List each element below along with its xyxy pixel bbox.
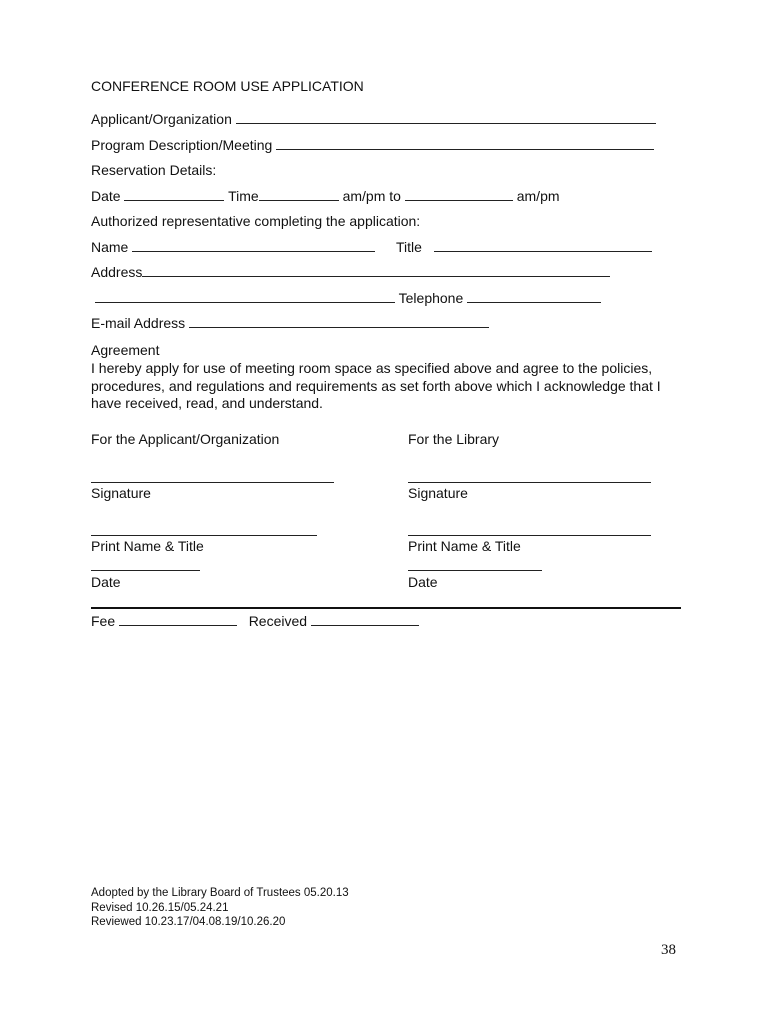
applicant-print-name-field[interactable] xyxy=(91,523,317,536)
library-print-name-label: Print Name & Title xyxy=(408,538,521,554)
received-label: Received xyxy=(248,613,308,629)
applicant-signature-heading: For the Applicant/Organization xyxy=(91,431,280,447)
program-row xyxy=(91,137,654,154)
library-date-label: Date xyxy=(408,574,438,590)
ampm-label: am/pm xyxy=(516,188,560,204)
applicant-signature-field[interactable] xyxy=(91,470,334,483)
page-number: 38 xyxy=(661,942,676,958)
agreement-text: I hereby apply for use of meeting room space as specified above and agree to the policies, procedures, and regulations and requirements as set forth above which I acknowledge that I have received, read, and understand. xyxy=(91,360,661,411)
email-field[interactable] xyxy=(189,315,489,328)
library-signature-field[interactable] xyxy=(408,470,651,483)
date-label: Date xyxy=(91,188,121,204)
fee-label: Fee xyxy=(91,613,116,629)
reservation-label: Reservation Details: xyxy=(91,162,217,178)
address-line2-field[interactable] xyxy=(95,290,395,303)
date-field[interactable] xyxy=(124,188,224,201)
applicant-date-field[interactable] xyxy=(91,558,200,571)
applicant-label: Applicant/Organization xyxy=(91,111,232,127)
applicant-row xyxy=(91,111,656,128)
library-signature-label: Signature xyxy=(408,485,468,501)
telephone-field[interactable] xyxy=(467,290,601,303)
applicant-signature-label: Signature xyxy=(91,485,151,501)
fee-row xyxy=(91,613,419,630)
title-label: Title xyxy=(396,239,422,255)
applicant-date-label: Date xyxy=(91,574,121,590)
name-field[interactable] xyxy=(132,239,375,252)
date-time-row xyxy=(91,188,560,205)
telephone-label: Telephone xyxy=(398,290,464,306)
applicant-field[interactable] xyxy=(236,111,656,124)
library-signature-heading: For the Library xyxy=(408,431,500,447)
end-time-field[interactable] xyxy=(405,188,513,201)
name-row xyxy=(91,239,375,256)
received-field[interactable] xyxy=(311,613,419,626)
applicant-date-row xyxy=(91,558,200,575)
fee-field[interactable] xyxy=(119,613,237,626)
section-divider xyxy=(91,607,681,609)
agreement-heading: Agreement xyxy=(91,342,160,358)
address-field[interactable] xyxy=(142,264,610,277)
title-field[interactable] xyxy=(434,239,652,252)
email-label: E-mail Address xyxy=(91,315,186,331)
form-title: CONFERENCE ROOM USE APPLICATION xyxy=(91,78,364,94)
authorized-label: Authorized representative completing the application: xyxy=(91,213,421,229)
library-date-row xyxy=(408,558,542,575)
address-row xyxy=(91,264,610,281)
address-telephone-row xyxy=(95,290,601,307)
footer-reviewed: Reviewed 10.23.17/04.08.19/10.26.20 xyxy=(91,916,286,928)
start-time-field[interactable] xyxy=(259,188,339,201)
program-field[interactable] xyxy=(276,137,654,150)
library-date-field[interactable] xyxy=(408,558,542,571)
title-row xyxy=(396,239,652,256)
address-label: Address xyxy=(91,264,143,280)
footer-adopted: Adopted by the Library Board of Trustees 05.20.13 xyxy=(91,887,349,899)
program-label: Program Description/Meeting xyxy=(91,137,273,153)
ampm-to-label: am/pm to xyxy=(342,188,401,204)
time-label: Time xyxy=(228,188,259,204)
library-print-name-field[interactable] xyxy=(408,523,651,536)
name-label: Name xyxy=(91,239,129,255)
footer-revised: Revised 10.26.15/05.24.21 xyxy=(91,902,229,914)
applicant-print-name-label: Print Name & Title xyxy=(91,538,204,554)
email-row xyxy=(91,315,489,332)
